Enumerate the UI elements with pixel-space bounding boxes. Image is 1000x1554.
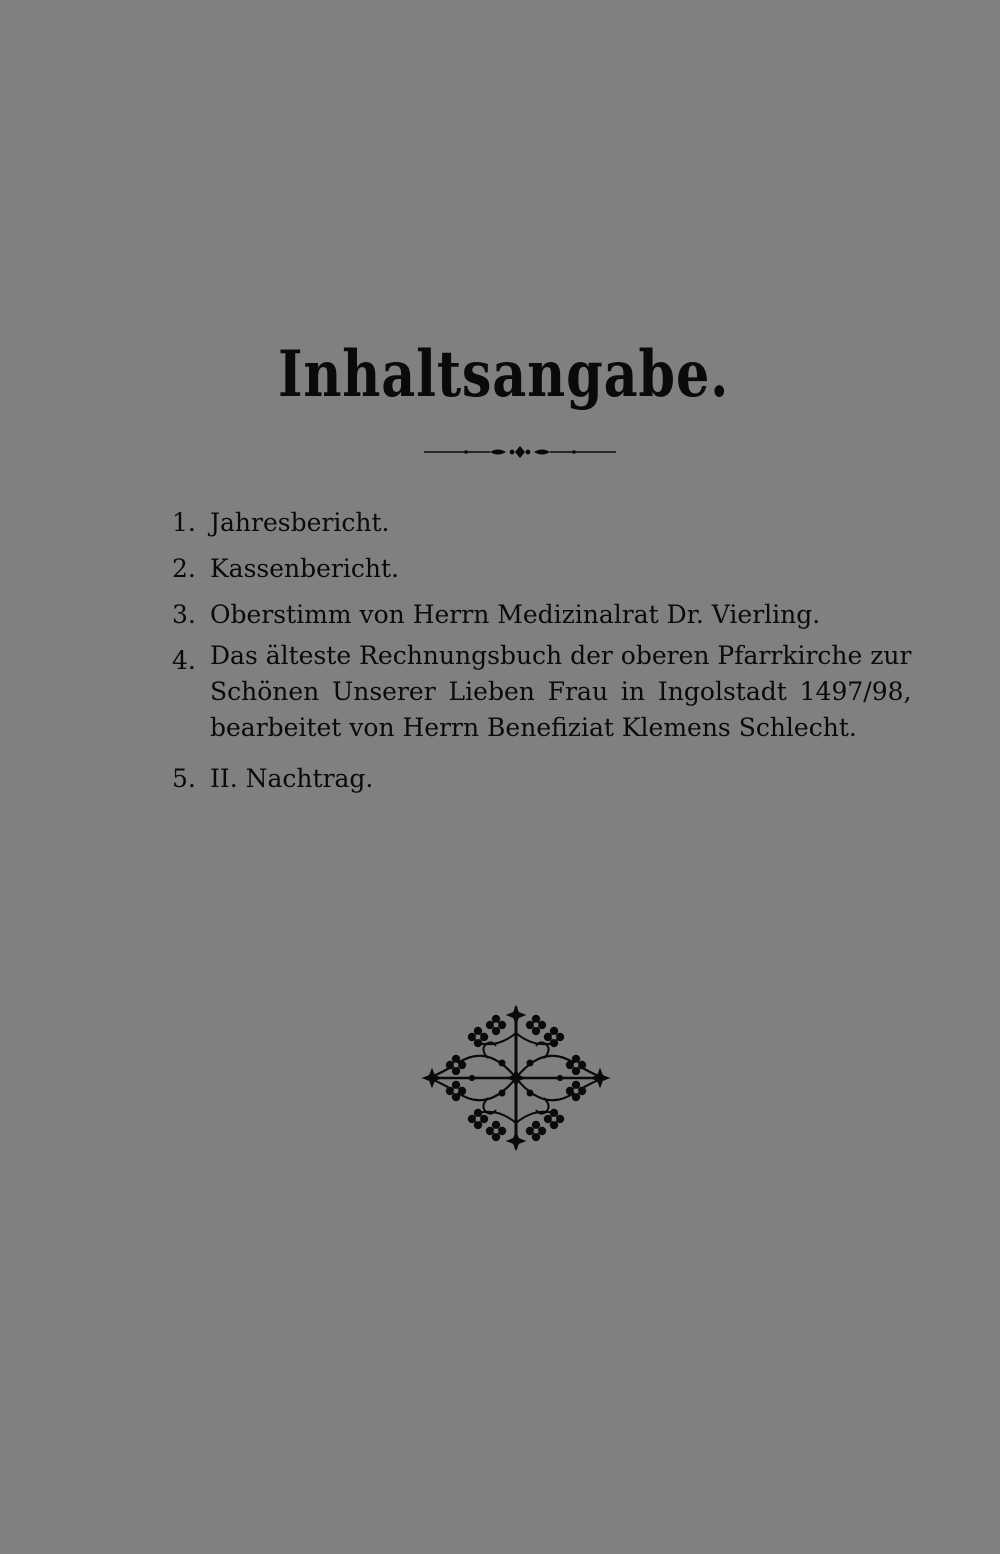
entry-text: bearbeitet von Herrn Benefiziat Klemens Schlecht.	[210, 713, 857, 742]
entry-number: 4.	[172, 646, 196, 675]
ornamental-rule-icon	[420, 440, 620, 464]
entry-text: Schönen Unserer Lieben Frau in Ingolstadt 1497/98,	[210, 677, 912, 706]
page-title: Inhaltsangabe.	[277, 337, 730, 412]
floral-vignette-icon	[418, 1003, 614, 1153]
entry-number: 3.	[172, 600, 196, 629]
list-item	[172, 638, 912, 756]
entry-number: 5.	[172, 764, 196, 793]
entry-text: Oberstimm von Herrn Medizinalrat Dr. Vierling.	[210, 600, 821, 629]
entry-number: 2.	[172, 554, 196, 583]
entry-text: Das älteste Rechnungsbuch der oberen Pfarrkirche zur	[210, 641, 912, 670]
entry-text: Kassenbericht.	[210, 554, 399, 583]
entry-text: Jahresbericht.	[210, 508, 390, 537]
list-item	[172, 756, 892, 802]
table-of-contents	[172, 500, 912, 802]
entry-number: 1.	[172, 508, 196, 537]
entry-text: II. Nachtrag.	[210, 764, 374, 793]
list-item	[172, 500, 892, 546]
list-item	[172, 546, 892, 592]
